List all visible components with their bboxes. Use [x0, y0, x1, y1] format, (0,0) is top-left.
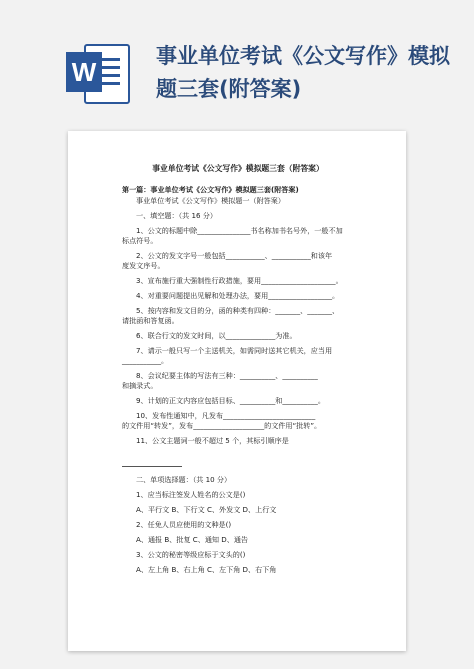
doc-line: 1、公文的标题中除_______________书名称加书名号外，一般不加 — [136, 226, 343, 235]
doc-line: 请批函和答复函。 — [122, 316, 179, 325]
doc-line: 2、任免人员应使用的文种是() — [136, 520, 232, 529]
doc-line: 1、应当标注签发人姓名的公文是() — [136, 490, 246, 499]
word-icon — [62, 38, 128, 104]
doc-line: 2、公文的发文字号一般包括___________、___________和该年 — [136, 251, 333, 260]
doc-line: 和摘录式。 — [122, 381, 158, 390]
doc-line: 6、联合行文的发文时间，以______________为准。 — [136, 331, 297, 340]
doc-line: 的文件用“转发”，发布____________________的文件用“批转”。 — [122, 421, 322, 430]
doc-line: 11、公文主题词一般不超过 5 个，其标引顺序是 — [136, 436, 289, 445]
word-icon-letter: W — [66, 52, 102, 92]
doc-line: 4、对重要问题提出见解和处理办法，要用__________________。 — [136, 291, 340, 300]
section-heading: 二、单项选择题：（共 10 分） — [136, 475, 232, 484]
doc-line: 10、发布性通知中，凡发布__________________________ — [136, 411, 316, 420]
doc-line: 度发文序号。 — [122, 261, 165, 270]
doc-line: 事业单位考试《公文写作》模拟题一（附答案） — [136, 196, 285, 205]
doc-line: ___________。 — [122, 356, 169, 365]
header — [0, 0, 474, 130]
document-content — [122, 164, 354, 575]
doc-line: A、左上角 B、右上角 C、左下角 D、右下角 — [136, 565, 277, 574]
document-title: 事业单位考试《公文写作》模拟题三套(附答案) — [156, 44, 450, 101]
part-heading: 第一篇：事业单位考试《公文写作》模拟题三套(附答案) — [122, 185, 299, 194]
doc-line: A、通报 B、批复 C、通知 D、通告 — [136, 535, 249, 544]
doc-line: 8、会议纪要主体的写法有三种：__________、__________ — [136, 371, 318, 380]
doc-line: 9、计划的正文内容应包括目标、__________和__________。 — [136, 396, 325, 405]
doc-line: A、平行文 B、下行文 C、外发文 D、上行文 — [136, 505, 277, 514]
page-heading: 事业单位考试《公文写作》模拟题三套（附答案） — [152, 164, 324, 173]
doc-line: 7、请示一般只写一个主送机关，如需同时送其它机关，应当用 — [136, 346, 333, 355]
section-heading: 一、填空题：（共 16 分） — [136, 211, 217, 220]
document-page — [68, 131, 406, 651]
doc-line: 3、公文的秘密等级应标于文头的() — [136, 550, 246, 559]
doc-line: 5、按内容和发文目的分，函的种类有四种：_______、_______、 — [136, 306, 340, 315]
doc-line: 标点符号。 — [122, 236, 158, 245]
answer-blank — [122, 456, 182, 467]
doc-line: 3、宣布施行重大强制性行政措施，要用_____________________。 — [136, 276, 343, 285]
